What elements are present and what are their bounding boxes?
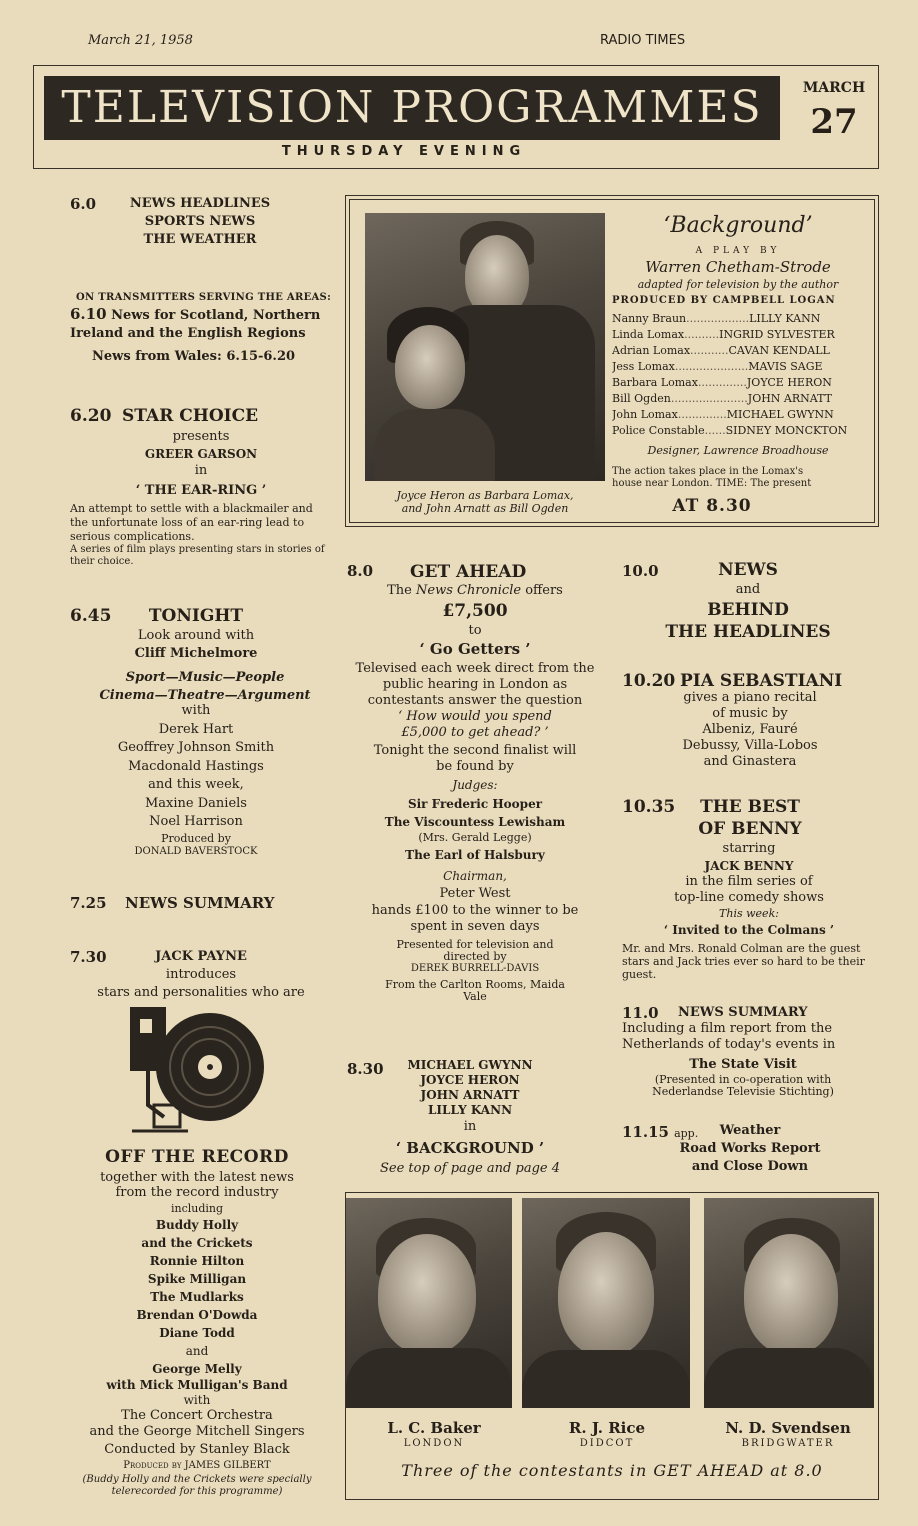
programme-line: THE WEATHER: [143, 232, 257, 247]
closedown-line: Weather: [719, 1123, 781, 1138]
programme-line: SPORTS NEWS: [144, 214, 256, 229]
play-title: ‘Background’: [663, 213, 813, 238]
play-photo-caption: [365, 489, 605, 515]
caption-line: Joyce Heron as Barbara Lomax,: [396, 489, 574, 502]
play-adapted: adapted for television by the author: [637, 278, 839, 291]
regional-news-text-2: Ireland and the English Regions: [70, 326, 306, 341]
page-subtitle: THURSDAY EVENING: [281, 144, 527, 159]
programme-tonight: [96, 605, 296, 663]
programme-title-news-summary-late: NEWS SUMMARY: [678, 1005, 808, 1020]
contestant-photo: [522, 1198, 690, 1408]
presenter-name: Maxine Daniels: [145, 795, 247, 811]
stars-label: stars and personalities who are: [97, 985, 305, 1000]
date-month: MARCH: [802, 80, 866, 96]
artist-name: Diane Todd: [159, 1326, 235, 1340]
time-6-45: 6.45: [70, 606, 112, 626]
contestant-label: [346, 1419, 522, 1450]
otr-singers: and the George Mitchell Singers: [89, 1424, 305, 1439]
programme-title-star-choice: STAR CHOICE: [122, 406, 259, 426]
otr-orchestra: The Concert Orchestra: [121, 1408, 273, 1423]
otr-conductor: Conducted by Stanley Black: [104, 1442, 290, 1457]
get-ahead-description: Televised each week direct from the public hearing in London as contestants answer the question: [355, 661, 595, 708]
cast-row: Police Constable......SIDNEY MONCKTON: [612, 424, 848, 437]
cast-row: John Lomax..............MICHAEL GWYNN: [612, 408, 834, 421]
series-line: in the film series of: [685, 874, 813, 889]
presenter-name: Macdonald Hastings: [128, 758, 264, 774]
programme-regional-news: [70, 305, 340, 343]
contestants-box: [345, 1192, 879, 1500]
play-photo: [365, 213, 605, 481]
go-getters: ‘ Go Getters ’: [419, 640, 531, 658]
regional-note: ON TRANSMITTERS SERVING THE AREAS:: [76, 292, 332, 303]
film-title: ‘ THE EAR-RING ’: [135, 483, 267, 498]
time-11-15: 11.15 app.: [622, 1123, 699, 1141]
programme-news-headlines: [110, 195, 290, 249]
contestant-label: [522, 1419, 692, 1450]
cast-row: Barbara Lomax..............JOYCE HERON: [612, 376, 832, 389]
artist-name: and: [185, 1344, 209, 1358]
topics-line: Sport—Music—People: [125, 670, 285, 685]
time-10-20: 10.20: [622, 671, 676, 691]
contestant-name: L. C. Baker: [387, 1419, 481, 1437]
programme-title-pia-sebastiani: PIA SEBASTIANI: [680, 671, 843, 691]
closedown-line: Road Works Report: [679, 1141, 821, 1156]
wales-news: News from Wales: 6.15-6.20: [92, 349, 296, 364]
programme-title-news-summary: NEWS SUMMARY: [125, 894, 275, 912]
judge-name: Sir Frederic Hooper: [407, 797, 543, 811]
title-line: NEWS: [718, 560, 778, 580]
time-11-0: 11.0: [622, 1004, 659, 1022]
news-summary-description: Including a film report from the Netherlands of today's events in: [622, 1021, 836, 1052]
cast-name: JOHN ARNATT: [420, 1088, 520, 1102]
otr-including: including: [170, 1202, 224, 1215]
setting-line: house near London. TIME: The present: [612, 478, 812, 489]
series-line: top-line comedy shows: [674, 890, 824, 905]
title-line: and: [735, 582, 761, 597]
tonight-presenters: [96, 702, 296, 832]
cast-name: LILLY KANN: [427, 1103, 513, 1117]
contestant-name: N. D. Svendsen: [725, 1419, 851, 1437]
chairman-label: Chairman,: [443, 869, 507, 883]
time-10-35: 10.35: [622, 797, 676, 817]
contestant-photo: [704, 1198, 874, 1408]
recital-line: of music by: [712, 706, 788, 721]
get-ahead-director: DEREK BURRELL-DAVIS: [410, 963, 540, 974]
contestant-label: [700, 1419, 876, 1450]
contestant-name: R. J. Rice: [568, 1419, 646, 1437]
cast-row: Nanny Braun..................LILLY KANN: [612, 312, 821, 325]
programme-news-behind-headlines: [650, 559, 846, 643]
play-by-label: A PLAY BY: [695, 246, 781, 256]
play-author: Warren Chetham-Strode: [645, 258, 831, 276]
programme-best-of-benny: [660, 796, 840, 840]
presenter-name: Noel Harrison: [149, 814, 243, 829]
time-8-30: 8.30: [347, 1060, 384, 1078]
magazine-name: RADIO TIMES: [600, 33, 686, 48]
cast-name: MICHAEL GWYNN: [407, 1058, 533, 1072]
time-7-25: 7.25: [70, 894, 107, 912]
artist-name: George Melly: [152, 1362, 242, 1376]
programme-off-the-record: [70, 1146, 324, 1498]
caption-line: and John Arnatt as Bill Ogden: [401, 502, 569, 515]
programme-title-get-ahead: GET AHEAD: [410, 562, 527, 582]
regional-news-text: News for Scotland, Northern: [111, 308, 321, 323]
to-label: to: [468, 623, 482, 638]
tonight-topics: [70, 669, 340, 705]
time-6-10: 6.10: [70, 305, 107, 323]
judge-name: The Earl of Halsbury: [405, 848, 545, 862]
time-7-30: 7.30: [70, 948, 107, 966]
play-setting: [612, 466, 864, 490]
programme-line: NEWS HEADLINES: [129, 196, 271, 211]
page-title: TELEVISION PROGRAMMES: [61, 82, 763, 133]
title-line: BEHIND: [707, 600, 789, 620]
starring-label: starring: [722, 841, 776, 856]
cast-row: Adrian Lomax...........CAVAN KENDALL: [612, 344, 830, 357]
benny-details: [620, 840, 878, 938]
state-visit-title: The State Visit: [689, 1057, 797, 1072]
programme-title-jack-payne: JACK PAYNE: [155, 949, 247, 964]
see-reference: See top of page and page 4: [380, 1161, 560, 1176]
programme-title-background: ‘ BACKGROUND ’: [395, 1139, 545, 1157]
star-name: JACK BENNY: [704, 859, 794, 873]
contestants-caption: Three of the contestants in GET AHEAD at 8.0: [401, 1461, 823, 1480]
topics-line: Cinema—Theatre—Argument: [99, 688, 311, 703]
contestant-place: LONDON: [403, 1438, 465, 1449]
cast-row: Linda Lomax..........INGRID SYLVESTER: [612, 328, 835, 341]
recital-line: gives a piano recital: [683, 690, 817, 705]
programme-title-tonight: TONIGHT: [148, 606, 244, 626]
otr-producer: Produced by JAMES GILBERT: [123, 1460, 271, 1471]
cast-name: JOYCE HERON: [420, 1073, 520, 1087]
time-6-20: 6.20: [70, 406, 112, 426]
artist-name: Brendan O'Dowda: [136, 1308, 258, 1322]
programme-jack-payne: [76, 948, 326, 1002]
recital-line: Debussy, Villa-Lobos: [682, 738, 818, 753]
time-6-0: 6.0: [70, 195, 97, 213]
presenter-name: and this week,: [148, 777, 244, 792]
artist-name: Ronnie Hilton: [149, 1254, 245, 1268]
otr-artists: [70, 1216, 324, 1378]
setting-line: The action takes place in the Lomax's: [612, 466, 804, 477]
programme-get-ahead: [347, 582, 603, 1003]
chairman-name: Peter West: [439, 886, 511, 901]
closedown: [660, 1122, 840, 1176]
get-ahead-prize: hands £100 to the winner to be spent in seven days: [371, 903, 579, 934]
contestant-photo: [346, 1198, 512, 1408]
judges-label: Judges:: [452, 778, 498, 792]
star-name: GREER GARSON: [144, 447, 258, 461]
artist-name: with Mick Mulligan's Band: [106, 1378, 288, 1392]
title-line: THE HEADLINES: [665, 622, 831, 642]
introduces-label: introduces: [165, 967, 237, 982]
get-ahead-tonight: Tonight the second finalist will be found by: [373, 743, 577, 774]
closedown-line: and Close Down: [691, 1159, 809, 1174]
look-around-label: Look around with: [137, 628, 255, 643]
otr-with: with: [183, 1393, 211, 1407]
otr-from: from the record industry: [115, 1185, 279, 1200]
cast-row: Jess Lomax.....................MAVIS SAGE: [612, 360, 823, 373]
state-visit: [622, 1056, 864, 1098]
play-time: AT 8.30: [672, 496, 752, 516]
issue-date: March 21, 1958: [88, 33, 193, 48]
programme-title-best: THE BEST: [700, 797, 800, 817]
contestant-place: BRIDGWATER: [741, 1438, 835, 1449]
judge-name: (Mrs. Gerald Legge): [418, 831, 532, 844]
benny-description: Mr. and Mrs. Ronald Colman are the guest stars and Jack tries ever so hard to be their guest.: [622, 942, 865, 981]
artist-name: The Mudlarks: [150, 1290, 244, 1304]
record-player-icon: [128, 1005, 268, 1140]
programme-title-off-the-record: OFF THE RECORD: [105, 1147, 289, 1167]
presenter-name: Derek Hart: [158, 721, 234, 737]
offers-line: The News Chronicle offers: [387, 583, 563, 598]
with-label: with: [181, 703, 211, 718]
get-ahead-presented: Presented for television and directed by: [396, 938, 554, 963]
programme-background: [360, 1058, 580, 1178]
recital-line: Albeniz, Fauré: [702, 722, 798, 737]
programme-description: An attempt to settle with a blackmailer and the unfortunate loss of an ear-ring lead to serious complications.: [70, 502, 313, 543]
artist-name: Spike Milligan: [147, 1272, 247, 1286]
state-visit-note: (Presented in co-operation with Nederlandse Televisie Stichting): [652, 1073, 834, 1098]
play-designer: Designer, Lawrence Broadhouse: [647, 444, 829, 457]
tonight-credit: [96, 832, 296, 858]
masthead-banner: [44, 76, 780, 140]
programme-star-choice: [96, 428, 306, 500]
get-ahead-venue: From the Carlton Rooms, Maida Vale: [385, 978, 565, 1003]
in-label: in: [463, 1119, 477, 1134]
play-producer: PRODUCED BY CAMPBELL LOGAN: [612, 295, 836, 306]
cast-row: Bill Ogden......................JOHN ARNATT: [612, 392, 832, 405]
produced-by-label: Produced by: [161, 832, 231, 845]
in-label: in: [194, 463, 208, 478]
contestant-place: DIDCOT: [579, 1438, 635, 1449]
prize-amount: £7,500: [442, 601, 508, 621]
otr-note: (Buddy Holly and the Crickets were specially telerecorded for this programme): [82, 1474, 312, 1497]
date-day: 27: [810, 102, 858, 142]
time-8-0: 8.0: [347, 562, 374, 580]
otr-together: together with the latest news: [100, 1170, 294, 1185]
presenter-name: Geoffrey Johnson Smith: [117, 740, 275, 755]
producer-name: DONALD BAVERSTOCK: [134, 846, 258, 857]
this-week-label: This week:: [719, 907, 779, 920]
series-note: A series of film plays presenting stars in stories of their choice.: [70, 544, 325, 567]
recital-line: and Ginastera: [703, 754, 797, 769]
masthead: [33, 65, 879, 169]
artist-name: and the Crickets: [141, 1236, 253, 1250]
programme-title-benny: OF BENNY: [698, 819, 802, 839]
presents-label: presents: [172, 429, 230, 444]
play-feature-box: [345, 195, 879, 527]
artist-name: Buddy Holly: [155, 1218, 239, 1232]
judge-name: The Viscountess Lewisham: [384, 815, 566, 829]
programme-pia-sebastiani: [640, 690, 860, 770]
time-10-0: 10.0: [622, 562, 659, 580]
get-ahead-question: ‘ How would you spend £5,000 to get ahead? ’: [398, 709, 552, 740]
host-name: Cliff Michelmore: [134, 646, 258, 661]
episode-title: ‘ Invited to the Colmans ’: [663, 923, 835, 937]
